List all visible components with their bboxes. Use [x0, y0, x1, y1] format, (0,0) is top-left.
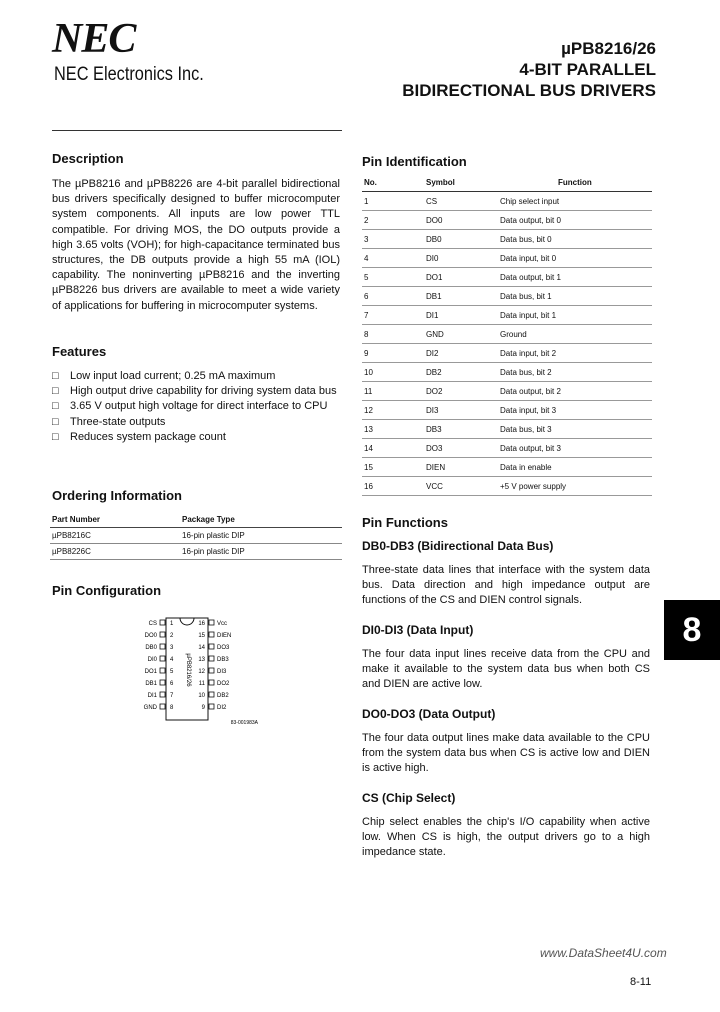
di-section-title: DI0-DI3 (Data Input) [362, 623, 474, 637]
table-row [362, 344, 652, 363]
pin-name-right: DB3 [217, 657, 229, 663]
table-row [362, 192, 652, 211]
pin-symbol: GND [424, 325, 498, 344]
pin-symbol: DB2 [424, 363, 498, 382]
pin-no: 16 [362, 477, 424, 496]
pin-function: Chip select input [498, 192, 652, 211]
feature-item: □ 3.65 V output high voltage for direct interface to CPU [52, 399, 340, 414]
pin-function: Data bus, bit 1 [498, 287, 652, 306]
do-section-text: The four data output lines make data available to the CPU from the system data bus when CS is active low and DIEN is active high. [362, 732, 650, 775]
pin-function: Data input, bit 3 [498, 401, 652, 420]
pin-no: 13 [362, 420, 424, 439]
pin-symbol: DI1 [424, 306, 498, 325]
pin-left [160, 692, 165, 697]
pin-function: Data bus, bit 3 [498, 420, 652, 439]
pin-symbol: DO0 [424, 211, 498, 230]
pin-symbol: DO3 [424, 439, 498, 458]
ordering-col-part: Part Number [50, 512, 180, 528]
table-row [362, 211, 652, 230]
pin-name-left: DB0 [145, 645, 157, 651]
pin-left [160, 656, 165, 661]
pin-no: 6 [362, 287, 424, 306]
pin-function: Data input, bit 1 [498, 306, 652, 325]
table-row [362, 382, 652, 401]
pin-config-heading: Pin Configuration [52, 583, 162, 598]
pin-symbol: DI2 [424, 344, 498, 363]
pin-identification-table [362, 176, 652, 496]
feature-item: □ Low input load current; 0.25 mA maximum [52, 369, 340, 384]
pin-number-right: 11 [198, 681, 205, 687]
ordering-col-package: Package Type [180, 512, 342, 528]
pin-no: 8 [362, 325, 424, 344]
ordering-package: 16-pin plastic DIP [180, 544, 342, 560]
pin-name-left: DI0 [147, 657, 157, 663]
cs-section-text: Chip select enables the chip's I/O capability when active low. When CS is high, the output drivers go to a high impedance state. [362, 816, 650, 859]
table-row [362, 230, 652, 249]
ordering-heading: Ordering Information [52, 488, 182, 503]
pin-number-left: 5 [170, 669, 174, 675]
pin-no: 12 [362, 401, 424, 420]
pin-right [209, 644, 214, 649]
pin-no: 15 [362, 458, 424, 477]
pin-number-left: 4 [170, 657, 174, 663]
pin-left [160, 632, 165, 637]
page-number: 8-11 [630, 976, 652, 988]
pin-name-right: DO2 [217, 681, 230, 687]
pin-number-left: 1 [170, 621, 174, 627]
pin-right [209, 692, 214, 697]
pin-symbol: DB0 [424, 230, 498, 249]
pin-no: 9 [362, 344, 424, 363]
pin-no: 11 [362, 382, 424, 401]
pin-no: 2 [362, 211, 424, 230]
pin-no: 7 [362, 306, 424, 325]
pin-name-right: DIEN [217, 633, 232, 639]
pin-symbol: DB3 [424, 420, 498, 439]
pin-name-right: DI2 [217, 705, 227, 711]
pin-number-right: 13 [198, 657, 205, 663]
pin-name-right: DO3 [217, 645, 230, 651]
pin-functions-heading: Pin Functions [362, 515, 448, 530]
pin-function: Data output, bit 0 [498, 211, 652, 230]
company-name: NEC Electronics Inc. [54, 64, 204, 85]
pin-function: Data output, bit 2 [498, 382, 652, 401]
ordering-part: µPB8216C [50, 528, 180, 544]
pin-name-left: DI1 [147, 693, 157, 699]
table-row [362, 439, 652, 458]
table-row [50, 528, 342, 544]
diagram-ref: 83-001983A [230, 720, 258, 726]
pin-no: 3 [362, 230, 424, 249]
pin-symbol: DI3 [424, 401, 498, 420]
pin-function: Data bus, bit 2 [498, 363, 652, 382]
table-row [362, 306, 652, 325]
table-row [362, 268, 652, 287]
pin-no: 14 [362, 439, 424, 458]
pin-name-left: CS [148, 621, 157, 627]
title-line-1: 4-BIT PARALLEL [519, 60, 656, 79]
table-row [362, 458, 652, 477]
pin-right [209, 704, 214, 709]
pin-name-left: GND [143, 705, 157, 711]
pin-number-left: 2 [170, 633, 174, 639]
pin-function: Data output, bit 1 [498, 268, 652, 287]
pin-right [209, 632, 214, 637]
pin-function: Ground [498, 325, 652, 344]
do-section-title: DO0-DO3 (Data Output) [362, 707, 496, 721]
pin-number-right: 12 [198, 669, 205, 675]
header-rule [52, 130, 342, 131]
pin-name-left: DO1 [144, 669, 157, 675]
pin-number-right: 15 [198, 633, 205, 639]
table-row [362, 401, 652, 420]
pin-number-right: 14 [198, 645, 205, 651]
pin-no: 10 [362, 363, 424, 382]
pin-symbol: CS [424, 192, 498, 211]
pin-left [160, 680, 165, 685]
table-row [362, 420, 652, 439]
pin-symbol: DI0 [424, 249, 498, 268]
pin-left [160, 620, 165, 625]
pin-number-left: 6 [170, 681, 174, 687]
pin-symbol: DIEN [424, 458, 498, 477]
table-row [50, 544, 342, 560]
ordering-package: 16-pin plastic DIP [180, 528, 342, 544]
description-text: The µPB8216 and µPB8226 are 4-bit parallel bidirectional bus drivers specifically designed to buffer microcomputer system components. All inputs are low power TTL compatible. For driving MOS, the DO outputs provide a high 3.65 volts (VOH); for high-capacitance terminated bus structures, the DB outputs provide a high 55 mA (IOL) capability. The noninverting µPB8216 and the inverting µPB8226 bus drivers are available to meet a wide variety of applications for buffering in microcomputer systems. [52, 178, 340, 312]
table-row [362, 477, 652, 496]
pin-function: Data input, bit 0 [498, 249, 652, 268]
pin-id-heading: Pin Identification [362, 154, 467, 169]
title-line-2: BIDIRECTIONAL BUS DRIVERS [402, 81, 656, 100]
pin-col-function: Function [498, 176, 652, 192]
pin-name-right: DI3 [217, 669, 227, 675]
cs-section-title: CS (Chip Select) [362, 791, 456, 805]
pin-left [160, 668, 165, 673]
db-section-title: DB0-DB3 (Bidirectional Data Bus) [362, 539, 554, 553]
pin-name-right: DB2 [217, 693, 229, 699]
chip-label: µPB8216/26 [185, 653, 191, 687]
pin-no: 4 [362, 249, 424, 268]
pin-function: Data bus, bit 0 [498, 230, 652, 249]
pin-left [160, 644, 165, 649]
pin-function: Data output, bit 3 [498, 439, 652, 458]
pin-symbol: DB1 [424, 287, 498, 306]
pin-function: +5 V power supply [498, 477, 652, 496]
part-number: µPB8216/26 [561, 39, 656, 58]
pin-col-no: No. [362, 176, 424, 192]
pin-symbol: DO1 [424, 268, 498, 287]
features-list [52, 369, 340, 445]
pin-symbol: DO2 [424, 382, 498, 401]
pin-name-left: DO0 [144, 633, 157, 639]
pin-symbol: VCC [424, 477, 498, 496]
pin-col-symbol: Symbol [424, 176, 498, 192]
footer-url: www.DataSheet4U.com [540, 946, 667, 960]
db-section-text: Three-state data lines that interface with the system data bus. Data direction and high impedance output are functions of the CS and DIEN control signals. [362, 564, 650, 607]
ordering-table [50, 512, 342, 560]
di-section-text: The four data input lines receive data from the CPU and make it available to the system data bus when both CS and DIEN are active low. [362, 648, 650, 691]
pin-right [209, 656, 214, 661]
feature-item: □ Reduces system package count [52, 430, 340, 445]
feature-item: □ High output drive capability for driving system data bus [52, 384, 340, 399]
table-row [362, 325, 652, 344]
pin-function: Data in enable [498, 458, 652, 477]
pin-name-right: Vcc [217, 621, 228, 627]
pin-right [209, 680, 214, 685]
pin-number-right: 9 [201, 705, 205, 711]
pin-right [209, 668, 214, 673]
table-row [362, 363, 652, 382]
pin-function: Data input, bit 2 [498, 344, 652, 363]
pin-no: 1 [362, 192, 424, 211]
pin-number-right: 10 [198, 693, 205, 699]
features-heading: Features [52, 344, 107, 359]
pin-number-left: 3 [170, 645, 174, 651]
ordering-part: µPB8226C [50, 544, 180, 560]
pin-configuration-diagram [120, 614, 260, 726]
pin-name-left: DB1 [145, 681, 157, 687]
nec-logo: NEC [52, 16, 136, 62]
feature-item: □ Three-state outputs [52, 415, 340, 430]
table-row [362, 287, 652, 306]
pin-number-left: 8 [170, 705, 174, 711]
pin-number-left: 7 [170, 693, 174, 699]
table-row [362, 249, 652, 268]
pin-no: 5 [362, 268, 424, 287]
section-tab: 8 [664, 600, 720, 660]
description-heading: Description [52, 151, 124, 166]
pin-number-right: 16 [198, 621, 205, 627]
pin-right [209, 620, 214, 625]
document-title [402, 38, 656, 101]
pin-left [160, 704, 165, 709]
